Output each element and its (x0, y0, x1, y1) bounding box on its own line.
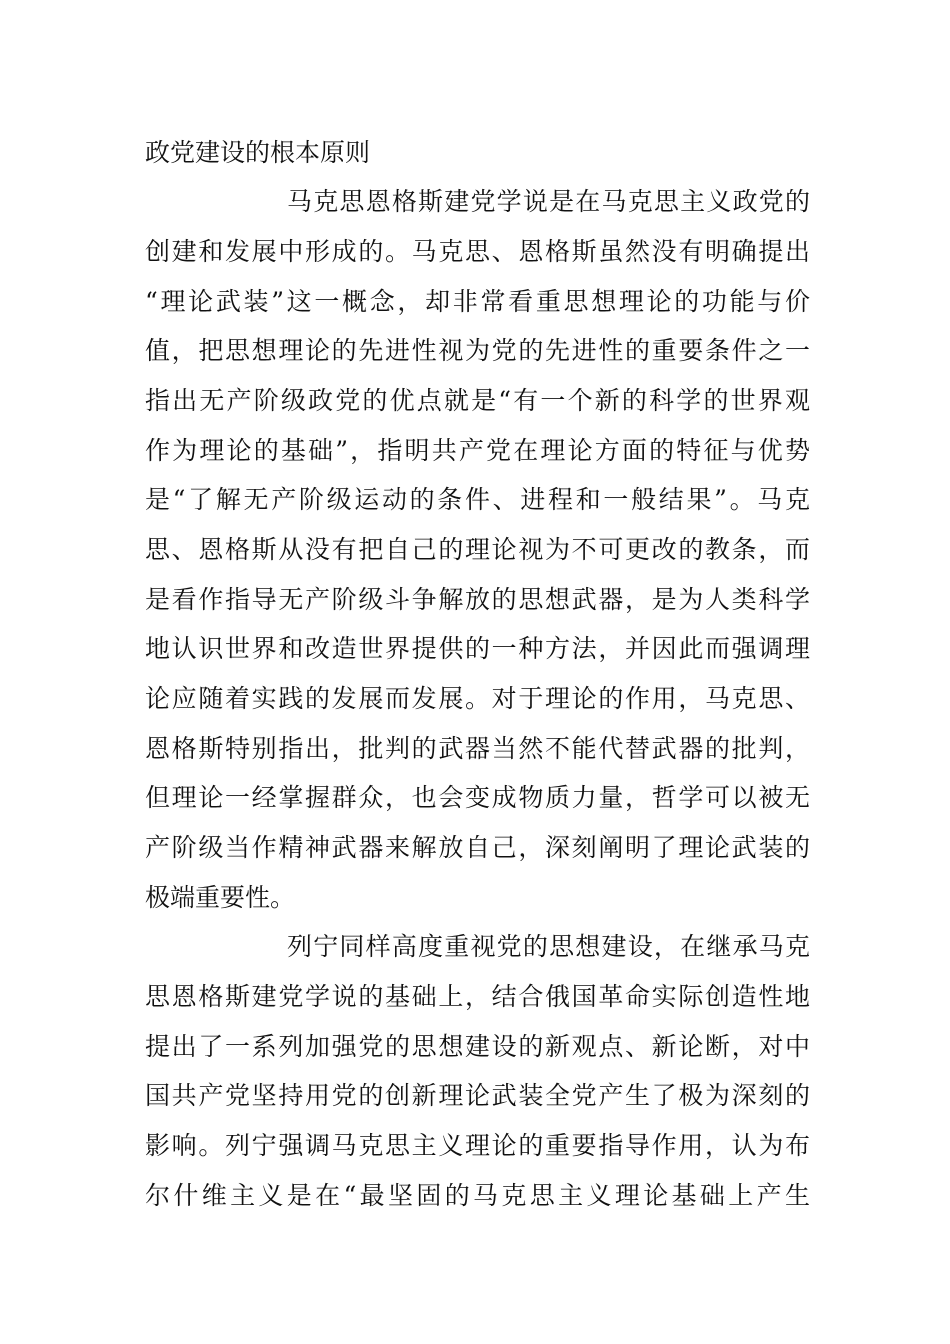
paragraph-1-line-12: 恩格斯特别指出，批判的武器当然不能代替武器的批判， (145, 734, 810, 763)
paragraph-1-line-9: 是看作指导无产阶级斗争解放的思想武器，是为人类科学 (145, 585, 810, 614)
paragraph-1-line-5: 指出无产阶级政党的优点就是“有一个新的科学的世界观 (145, 386, 810, 415)
paragraph-2-line-5: 影响。列宁强调马克思主义理论的重要指导作用，认为布 (145, 1131, 810, 1160)
paragraph-2-line-6: 尔什维主义是在“最坚固的马克思主义理论基础上产生 (145, 1181, 810, 1210)
paragraph-2-line-4: 国共产党坚持用党的创新理论武装全党产生了极为深刻的 (145, 1081, 810, 1110)
paragraph-1-line-4: 值，把思想理论的先进性视为党的先进性的重要条件之一 (145, 336, 810, 365)
paragraph-2-line-3: 提出了一系列加强党的思想建设的新观点、新论断，对中 (145, 1032, 810, 1061)
paragraph-1-line-11: 论应随着实践的发展而发展。对于理论的作用，马克思、 (145, 684, 810, 713)
paragraph-2-line-1: 列宁同样高度重视党的思想建设，在继承马克 (287, 932, 810, 961)
paragraph-1-line-10: 地认识世界和改造世界提供的一种方法，并因此而强调理 (145, 634, 810, 663)
paragraph-1-line-13: 但理论一经掌握群众，也会变成物质力量，哲学可以被无 (145, 783, 810, 812)
paragraph-1-line-3: “理论武装”这一概念，却非常看重思想理论的功能与价 (145, 287, 810, 316)
paragraph-1-line-15: 极端重要性。 (145, 883, 296, 912)
paragraph-1-line-1: 马克思恩格斯建党学说是在马克思主义政党的 (287, 187, 810, 216)
section-heading: 政党建设的根本原则 (145, 138, 371, 167)
paragraph-1-line-14: 产阶级当作精神武器来解放自己，深刻阐明了理论武装的 (145, 833, 810, 862)
paragraph-1-line-8: 思、恩格斯从没有把自己的理论视为不可更改的教条，而 (145, 535, 810, 564)
paragraph-1-line-2: 创建和发展中形成的。马克思、恩格斯虽然没有明确提出 (145, 237, 810, 266)
paragraph-2-line-2: 思恩格斯建党学说的基础上，结合俄国革命实际创造性地 (145, 982, 810, 1011)
paragraph-1-line-6: 作为理论的基础”，指明共产党在理论方面的特征与优势 (145, 436, 810, 465)
paragraph-1-line-7: 是“了解无产阶级运动的条件、进程和一般结果”。马克 (145, 485, 810, 514)
